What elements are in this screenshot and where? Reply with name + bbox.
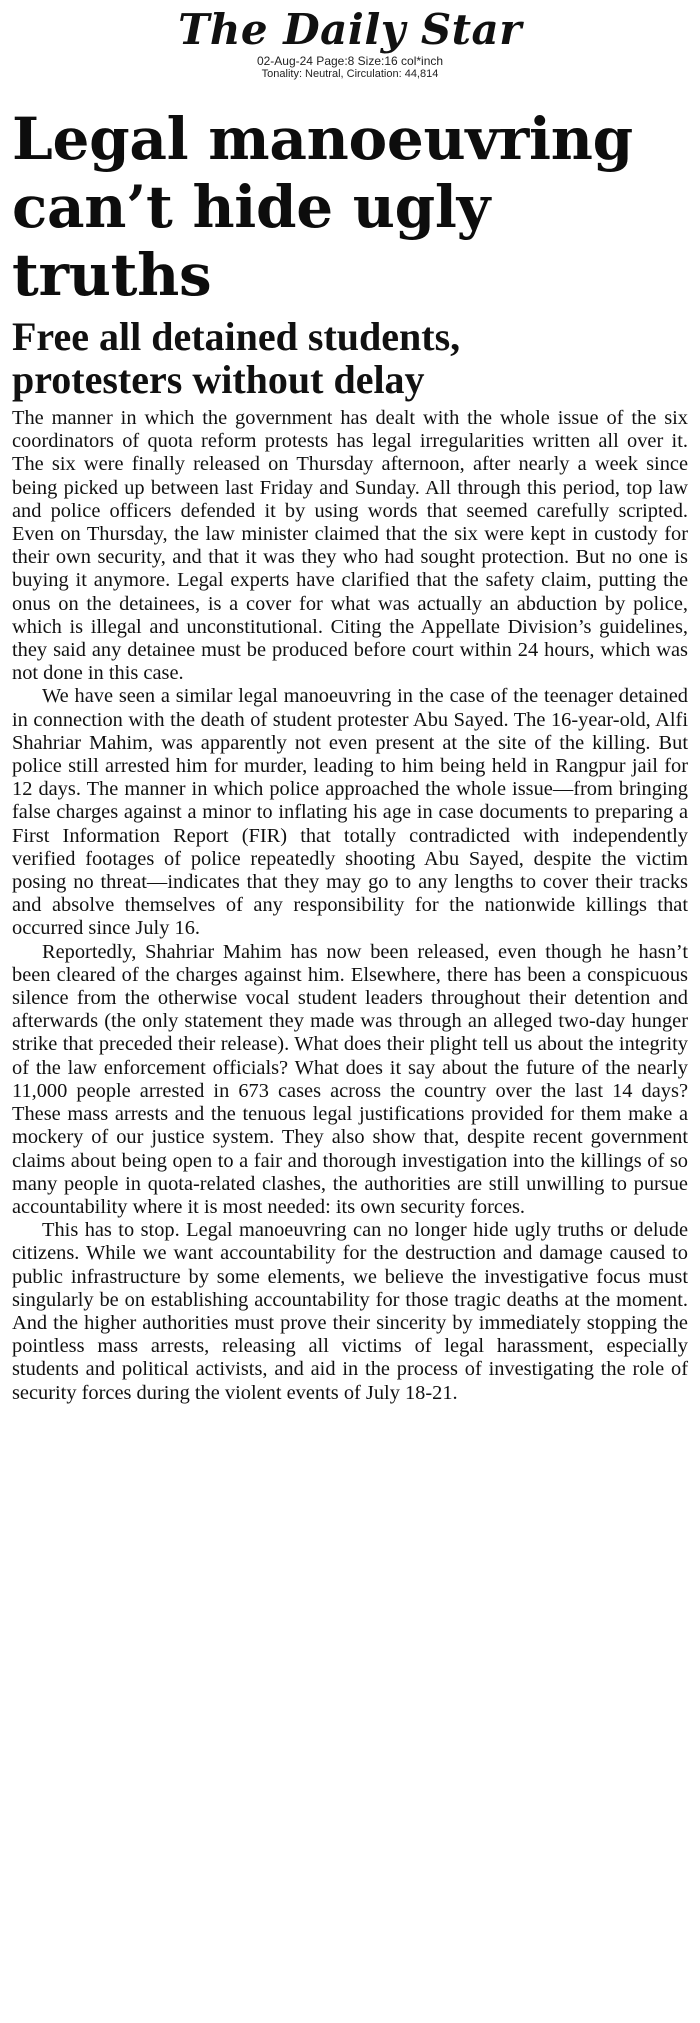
headline-line-1: Legal manoeuvring [12,105,633,173]
article-paragraph: The manner in which the government has dealt with the whole issue of the six coordinators of quota reform protests has legal irregularities written all over it. The six were finally released on Thursday afternoon, after nearly a week since being picked up between last Friday and Sunday. All through this period, top law and police officers defended it by using words that seemed carefully scripted. Even on Thursday, the law minister claimed that the six were kept in custody for their own security, and that it was they who had sought protection. But no one is buying it anymore. Legal experts have clarified that the safety claim, putting the onus on the detainees, is a cover for what was actually an abduction by police, which is illegal and unconstitutional. Citing the Appellate Division’s guidelines, they said any detainee must be produced before court within 24 hours, which was not done in this case. [12,407,688,685]
subheadline-line-1: Free all detained students, [12,314,461,359]
article-paragraph: We have seen a similar legal manoeuvring in the case of the teenager detained in connection with the death of student protester Abu Sayed. The 16-year-old, Alfi Shahriar Mahim, was apparently not even present at the site of the killing. But police still arrested him for murder, leading to him being held in Rangpur jail for 12 days. The manner in which police approached the whole issue—from bringing false charges against a minor to inflating his age in case documents to preparing a First Information Report (FIR) that totally contradicted with independently verified footages of police repeatedly shooting Abu Sayed, despite the victim posing no threat—indicates that they may go to any lengths to cover their tracks and absolve themselves of any responsibility for the nationwide killings that occurred since July 16. [12,685,688,940]
article-paragraph: Reportedly, Shahriar Mahim has now been released, even though he hasn’t been cleared of the charges against him. Elsewhere, there has been a conspicuous silence from the otherwise vocal student leaders throughout their detention and afterwards (the only statement they made was through an alleged two-day hunger strike that preceded their release). What does their plight tell us about the integrity of the law enforcement officials? What does it say about the future of the nearly 11,000 people arrested in 673 cases across the country over the last 14 days? These mass arrests and the tenuous legal justifications provided for them make a mockery of our justice system. They also show that, despite recent government claims about being open to a fair and thorough investigation into the killings of so many people in quota-related clashes, the authorities are still unwilling to pursue accountability where it is most needed: its own security forces. [12,940,688,1218]
article-body [12,407,688,1405]
newspaper-logo: The Daily Star [178,5,522,54]
tonality-info: Tonality: Neutral, Circulation: 44,814 [261,68,439,80]
headline-line-2: can’t hide ugly truths [12,173,491,309]
article-headline [12,105,688,309]
article-paragraph: This has to stop. Legal manoeuvring can no longer hide ugly truths or delude citizens. While we want accountability for the destruction and damage caused to public infrastructure by some elements, we believe the investigative focus must singularly be on establishing accountability for those tragic deaths at the moment. And the higher authorities must prove their sincerity by immediately stopping the pointless mass arrests, releasing all victims of legal harassment, especially students and political activists, and aid in the process of investigating the role of security forces during the violent events of July 18-21. [12,1219,688,1404]
clip-info: 02-Aug-24 Page:8 Size:16 col*inch [256,54,444,68]
article-subheadline [12,315,688,401]
masthead [0,0,700,81]
subheadline-line-2: protesters without delay [12,357,425,402]
